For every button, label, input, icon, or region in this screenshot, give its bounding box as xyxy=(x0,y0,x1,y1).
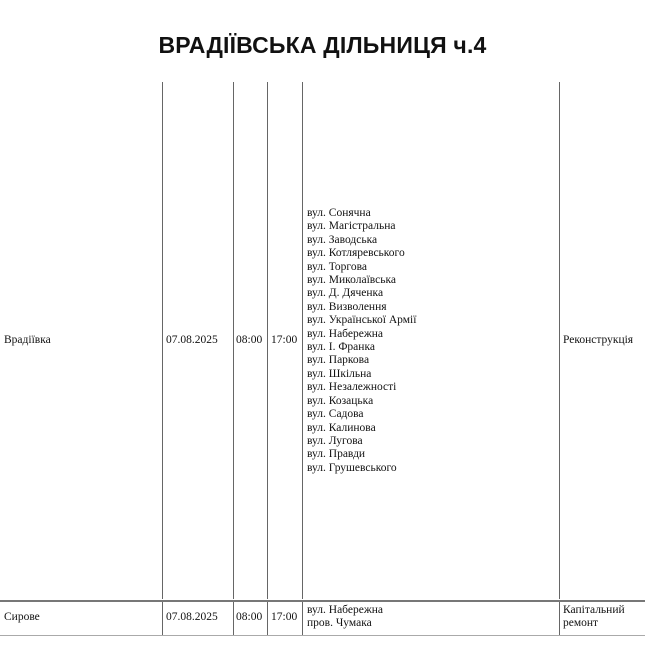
time-from-cell: 08:00 xyxy=(236,334,263,346)
street-item: вул. Миколаївська xyxy=(307,274,397,287)
column-divider xyxy=(559,602,560,635)
reason-cell: Реконструкція xyxy=(563,334,634,346)
time-to-cell: 17:00 xyxy=(271,611,298,623)
settlement-cell: Врадіївка xyxy=(4,334,51,346)
streets-cell xyxy=(307,207,416,475)
reason-line: ремонт xyxy=(563,617,599,630)
street-item: вул. Незалежності xyxy=(307,381,397,394)
time-to-cell: 17:00 xyxy=(271,334,298,346)
column-divider xyxy=(233,602,234,635)
column-divider xyxy=(267,82,268,599)
street-item: вул. Визволення xyxy=(307,300,387,313)
settlement-cell: Сирове xyxy=(4,611,40,623)
column-divider xyxy=(559,82,560,599)
column-divider xyxy=(267,602,268,635)
streets-cell xyxy=(307,604,383,631)
street-item: вул. Набережна xyxy=(307,327,384,340)
street-item: вул. Грушевського xyxy=(307,461,397,474)
street-item: вул. Магістральна xyxy=(307,220,396,233)
street-item: вул. Д. Дяченка xyxy=(307,287,384,300)
column-divider xyxy=(162,602,163,635)
row-divider xyxy=(0,600,645,602)
time-from-cell: 08:00 xyxy=(236,611,263,623)
street-item: вул. Котляревського xyxy=(307,247,405,260)
street-item: вул. Козацька xyxy=(307,394,374,407)
street-item: вул. Садова xyxy=(307,408,364,421)
street-item: вул. Шкільна xyxy=(307,367,372,380)
page-title: ВРАДІЇВСЬКА ДІЛЬНИЦЯ ч.4 xyxy=(158,32,487,58)
column-divider xyxy=(233,82,234,599)
reason-line: Капітальний xyxy=(563,604,625,616)
street-item: вул. Української Армії xyxy=(307,314,417,327)
street-item: вул. Сонячна xyxy=(307,207,371,219)
street-item: вул. Калинова xyxy=(307,421,376,434)
column-divider xyxy=(162,82,163,599)
street-item: вул. Заводська xyxy=(307,233,378,246)
date-cell: 07.08.2025 xyxy=(166,334,218,346)
row-divider xyxy=(0,635,645,636)
street-item: пров. Чумака xyxy=(307,617,372,630)
column-divider xyxy=(302,602,303,635)
column-divider xyxy=(302,82,303,599)
street-item: вул. Паркова xyxy=(307,354,370,367)
date-cell: 07.08.2025 xyxy=(166,611,218,623)
street-item: вул. Торгова xyxy=(307,260,367,273)
street-item: вул. Лугова xyxy=(307,434,363,447)
street-item: вул. Правди xyxy=(307,448,366,461)
reason-cell xyxy=(563,604,625,631)
street-item: вул. Набережна xyxy=(307,604,384,616)
street-item: вул. І. Франка xyxy=(307,341,375,354)
